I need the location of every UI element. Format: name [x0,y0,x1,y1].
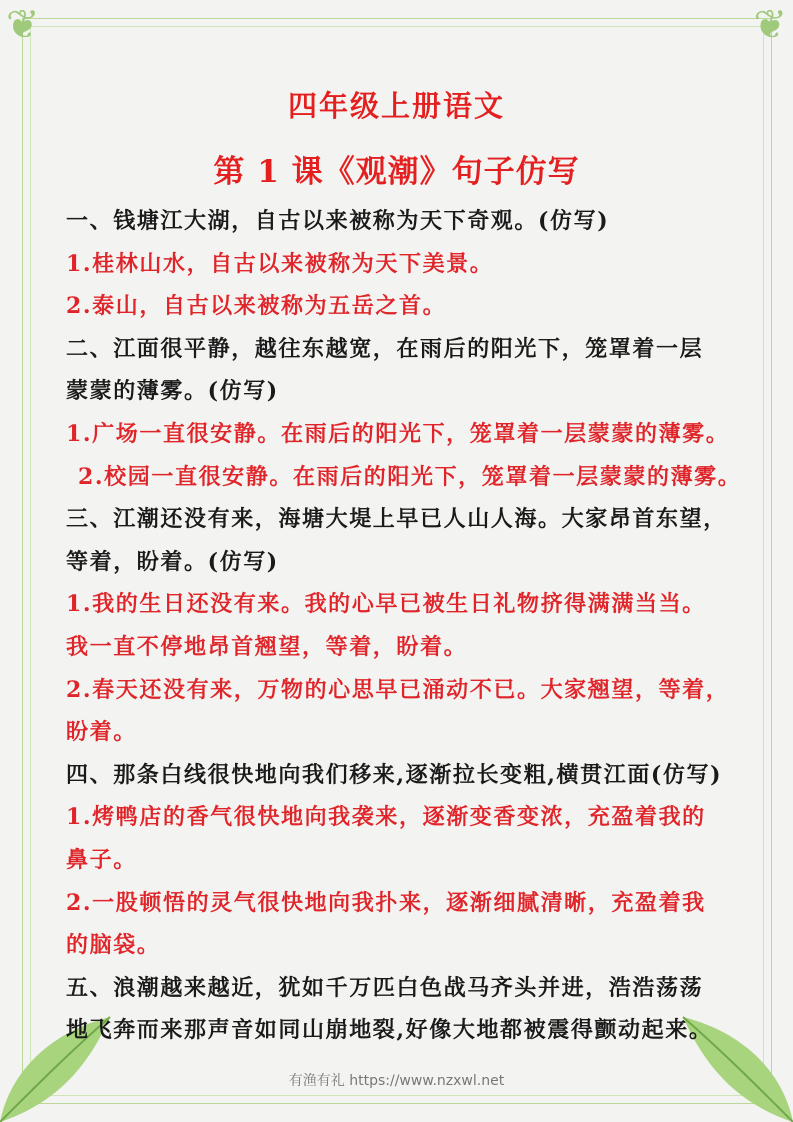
vine-corner-icon: ❦ [6,2,40,48]
answer-line: 的脑袋。 [66,932,161,959]
answer-line: 鼻子。 [66,846,137,873]
answer-line: 盼着。 [66,719,137,746]
question-line: 地飞奔而来那声音如同山崩地裂,好像大地都被震得颤动起来。 [66,1017,713,1044]
sentence-list [66,200,746,1052]
answer-line: 我一直不停地昂首翘望，等着，盼着。 [66,633,468,660]
answer-line: 1.广场一直很安静。在雨后的阳光下，笼罩着一层蒙蒙的薄雾。 [66,420,730,447]
question-line: 等着，盼着。(仿写) [66,548,279,575]
vine-corner-icon: ❦ [753,2,787,48]
answer-line: 2.校园一直很安静。在雨后的阳光下，笼罩着一层蒙蒙的薄雾。 [78,463,742,490]
page-subtitle: 第 1 课《观潮》句子仿写 [213,154,580,190]
footer-watermark: 有渔有礼 https://www.nzxwl.net [288,1073,505,1089]
answer-line: 1.桂林山水，自古以来被称为天下美景。 [66,250,494,277]
question-line: 四、那条白线很快地向我们移来,逐渐拉长变粗,横贯江面(仿写) [66,761,723,788]
answer-line: 2.春天还没有来，万物的心思早已涌动不已。大家翘望，等着， [66,676,730,703]
page-title: 四年级上册语文 [287,89,505,123]
answer-line: 2.一股顿悟的灵气很快地向我扑来，逐渐细腻清晰，充盈着我 [66,889,706,916]
question-line: 二、江面很平静，越往东越宽，在雨后的阳光下，笼罩着一层 [66,335,704,362]
answer-line: 2.泰山，自古以来被称为五岳之首。 [66,293,447,320]
question-line: 一、钱塘江大湖，自古以来被称为天下奇观。(仿写) [66,208,610,234]
answer-line: 1.我的生日还没有来。我的心早已被生日礼物挤得满满当当。 [66,591,706,618]
question-line: 三、江潮还没有来，海塘大堤上早已人山人海。大家昂首东望， [66,506,727,533]
question-line: 五、浪潮越来越近，犹如千万匹白色战马齐头并进，浩浩荡荡 [66,974,704,1001]
question-line: 蒙蒙的薄雾。(仿写) [66,378,279,405]
answer-line: 1.烤鸭店的香气很快地向我袭来，逐渐变香变浓，充盈着我的 [66,804,706,831]
